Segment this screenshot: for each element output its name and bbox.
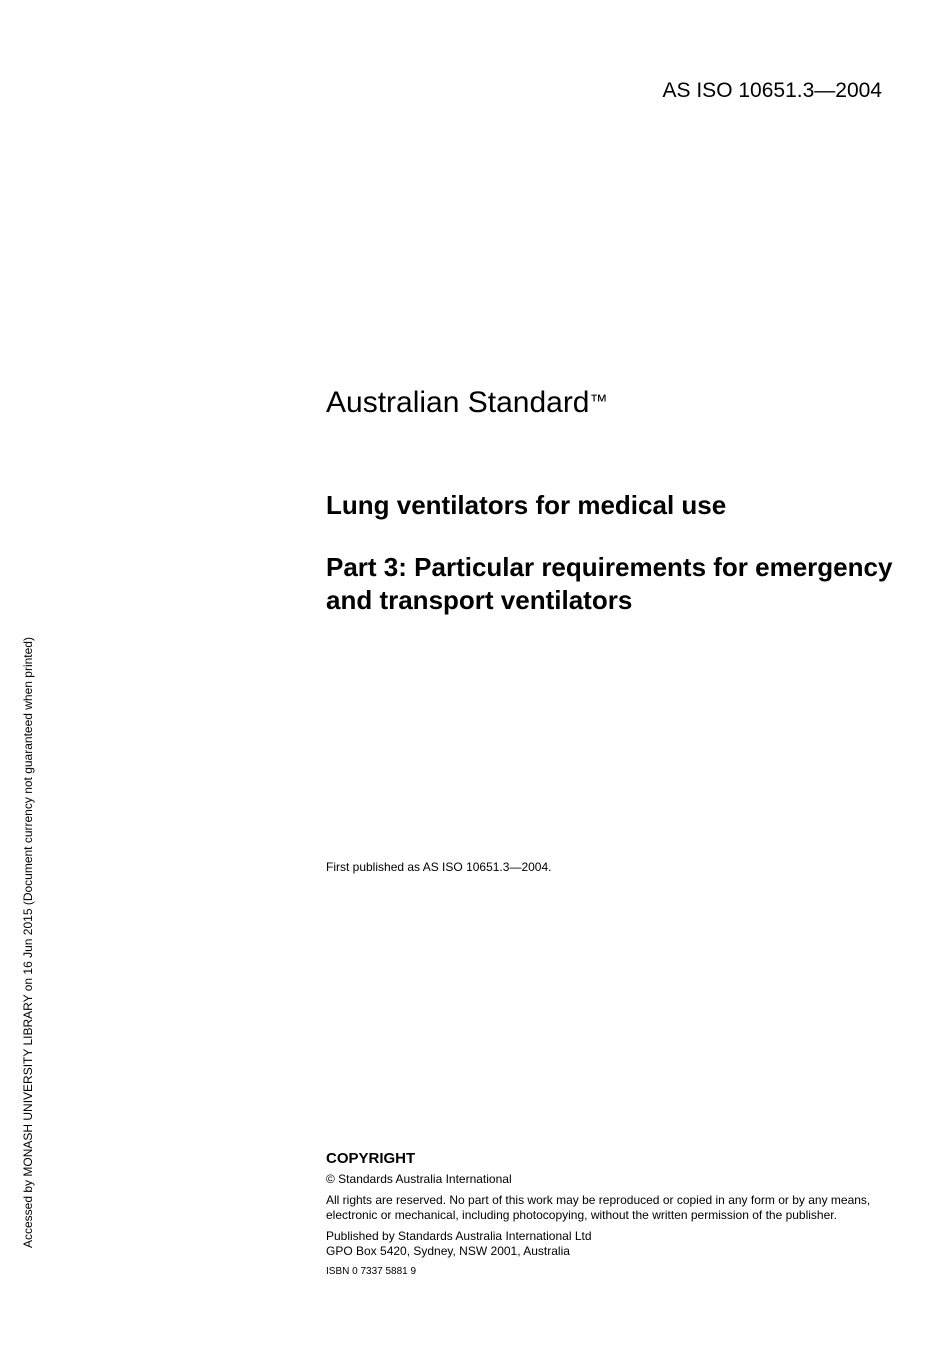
access-watermark: Accessed by MONASH UNIVERSITY LIBRARY on 16 Jun 2015 (Document currency not guaranteed when printed) bbox=[21, 637, 35, 1248]
rights-statement: All rights are reserved. No part of this work may be reproduced or copied in any form or by any means, electronic or mechanical, including photocopying, without the written permission of the publisher. bbox=[326, 1193, 871, 1222]
copyright-holder: © Standards Australia International bbox=[326, 1172, 512, 1186]
copyright-heading: COPYRIGHT bbox=[326, 1150, 416, 1167]
document-subtitle: Part 3: Particular requirements for emergency and transport ventilators bbox=[326, 552, 893, 615]
cover-title-block bbox=[326, 384, 906, 615]
document-title: Lung ventilators for medical use bbox=[326, 490, 727, 520]
isbn: ISBN 0 7337 5881 9 bbox=[326, 1266, 417, 1277]
publisher-address: GPO Box 5420, Sydney, NSW 2001, Australia bbox=[326, 1244, 570, 1258]
document-number: AS ISO 10651.3—2004 bbox=[662, 79, 882, 102]
first-published-note: First published as AS ISO 10651.3—2004. bbox=[326, 860, 552, 874]
publisher-info bbox=[326, 1229, 886, 1259]
standard-label bbox=[326, 384, 906, 422]
trademark-symbol: ™ bbox=[589, 391, 608, 411]
publisher-name: Published by Standards Australia International Ltd bbox=[326, 1229, 592, 1243]
copyright-block bbox=[326, 1149, 886, 1279]
standard-label-text: Australian Standard bbox=[326, 386, 590, 419]
